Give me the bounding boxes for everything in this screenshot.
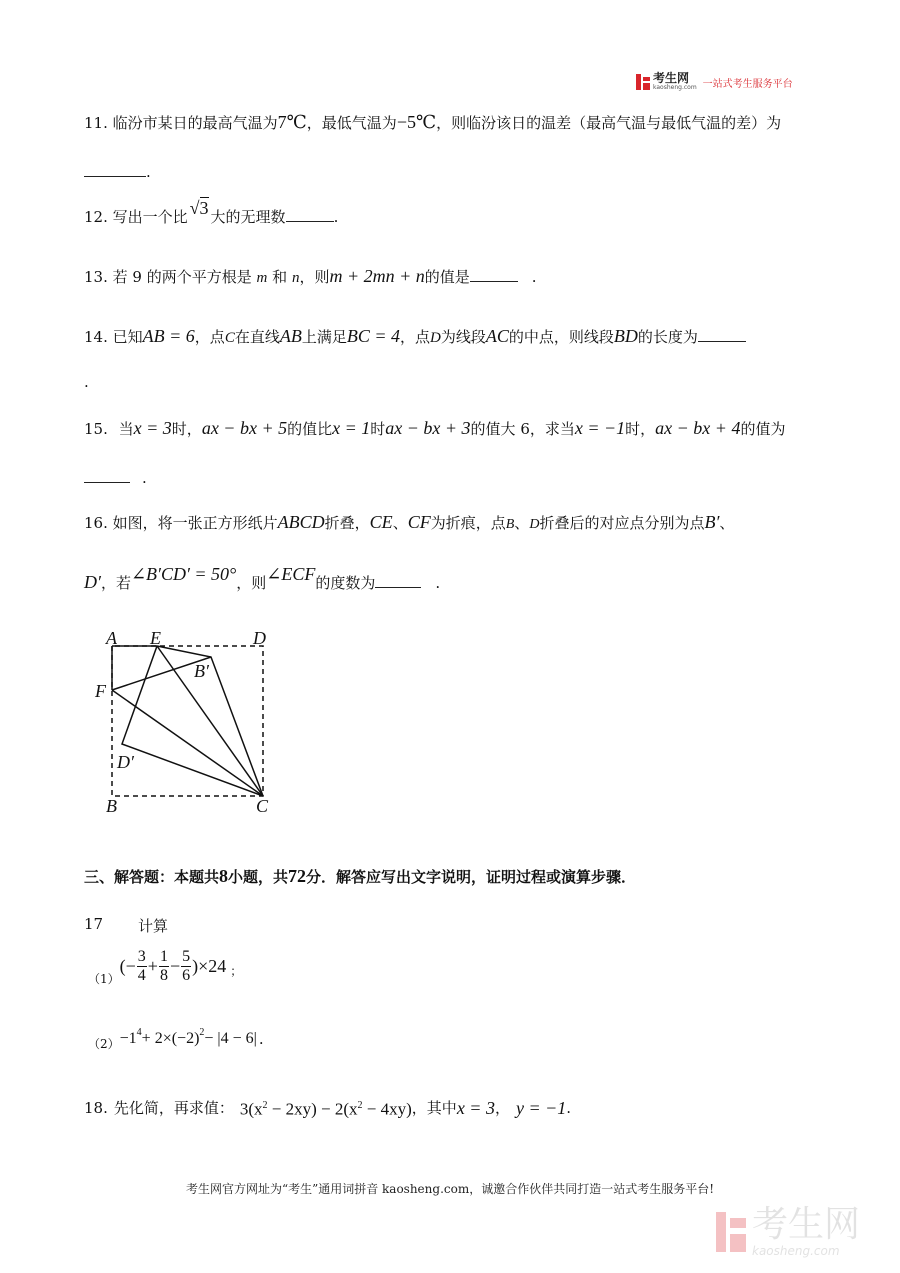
q15-text: 时， [171,420,202,438]
label-d: D [253,628,266,648]
q16-text: 、 [719,514,735,532]
q15-text: 时， [625,420,656,438]
question-15 [84,418,785,439]
q16-text: 折叠， [324,514,370,532]
q15-math: ax − bx + 4 [655,418,741,438]
q13-var-m: m [256,270,268,286]
q17-math: (− [119,955,136,976]
logo-text: 考生网 [653,71,690,85]
logo-sub: kaosheng.com [653,84,697,91]
q13-text: 若 9 的两个平方根是 [112,268,252,286]
folded-flap-d [122,646,263,796]
q13-text: 的值是 [424,268,470,286]
q15-math: x = −1 [574,418,626,438]
q18-math: x = 3 [456,1097,495,1118]
q15-text: 的值大 6，求当 [470,420,575,438]
question-13 [84,266,537,288]
q15-math: ax − bx + 5 [201,418,288,438]
q17-math: + [147,955,158,976]
q14-number: 14. [84,328,108,346]
fraction [137,948,147,985]
label-a: A [106,628,117,648]
label-e: E [150,628,161,648]
q11-answer-line [84,162,151,182]
q18-expression [240,1096,412,1120]
q16-text: ，若 [100,574,131,592]
q18-math: y = −1 [515,1097,567,1118]
q14-math: AC [485,326,509,346]
label-c: C [256,796,269,816]
q13-text: 和 [272,268,288,286]
q13-text: ，则 [299,268,330,286]
q11-low-temp: −5℃ [396,112,437,132]
q15-text: 的值为 [740,420,786,438]
answer-blank [286,207,334,222]
q14-text: 已知 [112,328,143,346]
watermark-sub: kaosheng.com [752,1244,840,1258]
q16-text: 为折痕，点 [430,514,506,532]
q11-text: 临汾市某日的最高气温为 [112,114,278,132]
q15-text: 当 [118,420,134,438]
q16-end: . [435,574,441,592]
q12-end: . [333,208,339,226]
answer-blank [470,267,518,282]
q15-number: 15. [84,420,108,438]
q16-math: CF [407,512,431,532]
q17-math: + 2×(−2) [141,1030,200,1047]
page-footer: 考生网官方网址为“考生”通用词拼音 kaosheng.com，诚邀合作伙伴共同打造一站式考生服务平台! [185,1182,715,1196]
q13-end: . [531,268,537,286]
q15-end: . [142,469,147,487]
q18-exponent: 2 [357,1100,363,1111]
fraction-numerator: 3 [137,947,146,965]
q16-math: ABCD [277,512,325,532]
fold-line-ce [157,646,263,796]
q18-math: − 4xy) [362,1099,412,1119]
question-11 [84,112,781,133]
q17-part-1 [88,944,242,988]
q17-exponent: 2 [199,1027,205,1038]
q18-math: 3(x [239,1099,263,1119]
q14-math: AB [279,326,302,346]
q15-math: ax − bx + 3 [385,418,471,438]
q14-math: BC = 4 [346,326,401,346]
q16-text: 折叠后的对应点分别为点 [539,514,705,532]
section-text: 小题，共 [228,868,289,886]
q17-p1-label: （1） [88,971,120,986]
q16-text: 、 [514,514,530,532]
q12-radicand: 3 [199,198,209,218]
q17-p2-label: （2） [88,1037,120,1051]
q15-text: 的值比 [287,420,333,438]
fraction [181,948,191,985]
fold-line-cf [112,690,263,796]
q17-exponent: 4 [136,1027,142,1038]
q17-p1-end: ； [230,963,243,978]
section-count: 8 [219,866,229,886]
section-text: 三、解答题：本题共 [84,868,220,886]
q16-text: 如图，将一张正方形纸片 [112,514,278,532]
q17-math: −1 [119,1030,137,1047]
question-16 [84,512,734,535]
header-logo [636,72,793,92]
fraction-numerator: 1 [159,947,168,965]
q17-p2-end: . [258,1030,264,1048]
watermark-text: 考生网 [752,1204,861,1245]
q17-math: − |4 − 6| [204,1030,257,1047]
q16-angle-asked: ∠ECF [266,564,316,584]
q13-expression: m + 2mn + n [329,266,425,286]
label-f: F [95,681,106,701]
q18-text: ，其中 [411,1098,457,1117]
q14-text: 在直线 [234,328,280,346]
q14-text: ，点 [400,328,431,346]
square-outline [112,646,263,796]
q14-text: 上满足 [301,328,347,346]
question-18 [84,1096,571,1120]
q18-number: 18. [84,1098,108,1117]
answer-blank [84,468,130,483]
q17-number: 17 [84,915,104,933]
q16-text: ，则 [236,574,267,592]
q16-text: 的度数为 [315,574,376,592]
q17-math: − [169,955,181,976]
label-d-prime: D′ [117,752,134,772]
q11-number: 11. [84,114,108,132]
q17-part-2 [88,1027,264,1051]
q18-end: . [566,1098,572,1117]
q15-math: x = 1 [332,418,371,438]
q13-var-n: n [291,270,300,286]
q18-exponent: 2 [262,1100,268,1111]
q12-sqrt: √3 [189,198,209,218]
logo-mark-icon [636,74,650,90]
q13-number: 13. [84,268,108,286]
section-3-heading [84,866,636,887]
q14-point-c: C [224,330,235,346]
q14-math: BD [613,326,638,346]
q14-end: . [84,373,89,391]
fraction [159,948,169,985]
q16-number: 16. [84,514,108,532]
q16-point-d: D [529,517,540,532]
q15-answer-line [84,468,147,488]
q14-math: AB = 6 [142,326,195,346]
q14-text: 的中点，则线段 [508,328,614,346]
q16-math: CE [369,512,393,532]
question-12 [84,198,339,227]
question-14 [84,326,746,348]
label-b-prime: B′ [194,661,209,681]
q11-end: . [146,163,151,181]
fraction-denominator: 4 [137,966,146,984]
q16-point-b: B [505,517,515,532]
q18-text: ， [494,1098,510,1117]
q12-text: 大的无理数 [210,208,286,226]
q11-text: ，最低气温为 [306,114,397,132]
q16-angle-given: ∠B′CD′ = 50° [130,564,237,584]
fraction-denominator: 8 [159,966,168,984]
answer-blank [375,573,421,588]
q12-number: 12. [84,208,108,226]
q14-text: ，点 [194,328,225,346]
question-16-cont [84,564,441,593]
q16-math: D′ [84,572,101,592]
q18-math: − 2xy) − 2(x [267,1099,358,1119]
section-points: 72 [288,866,307,886]
q11-high-temp: 7℃ [277,112,307,132]
q15-text: 时 [370,420,386,438]
q17-title: 计算 [138,917,169,935]
answer-blank [698,327,746,342]
q14-text: 为线段 [440,328,486,346]
q16-text: 、 [392,514,408,532]
q11-text: ，则临汾该日的温差（最高气温与最低气温的差）为 [436,114,782,132]
q16-math: B′ [704,512,720,532]
q14-text: 的长度为 [637,328,698,346]
watermark-mark-icon [716,1212,746,1252]
q15-math: x = 3 [133,418,172,438]
header-slogan: 一站式考生服务平台 [702,78,793,90]
q17-math: )×24 [192,955,227,976]
fraction-numerator: 5 [182,947,191,965]
section-text: 分．解答应写出文字说明，证明过程或演算步骤． [306,868,637,886]
q12-text: 写出一个比 [112,208,188,226]
answer-blank [84,162,146,177]
watermark-logo [716,1206,860,1258]
folded-square-figure [90,624,290,820]
q14-point-d: D [430,330,441,346]
label-b: B [106,796,117,816]
fraction-denominator: 6 [182,966,191,984]
q18-text: 先化简，再求值： [113,1098,234,1117]
